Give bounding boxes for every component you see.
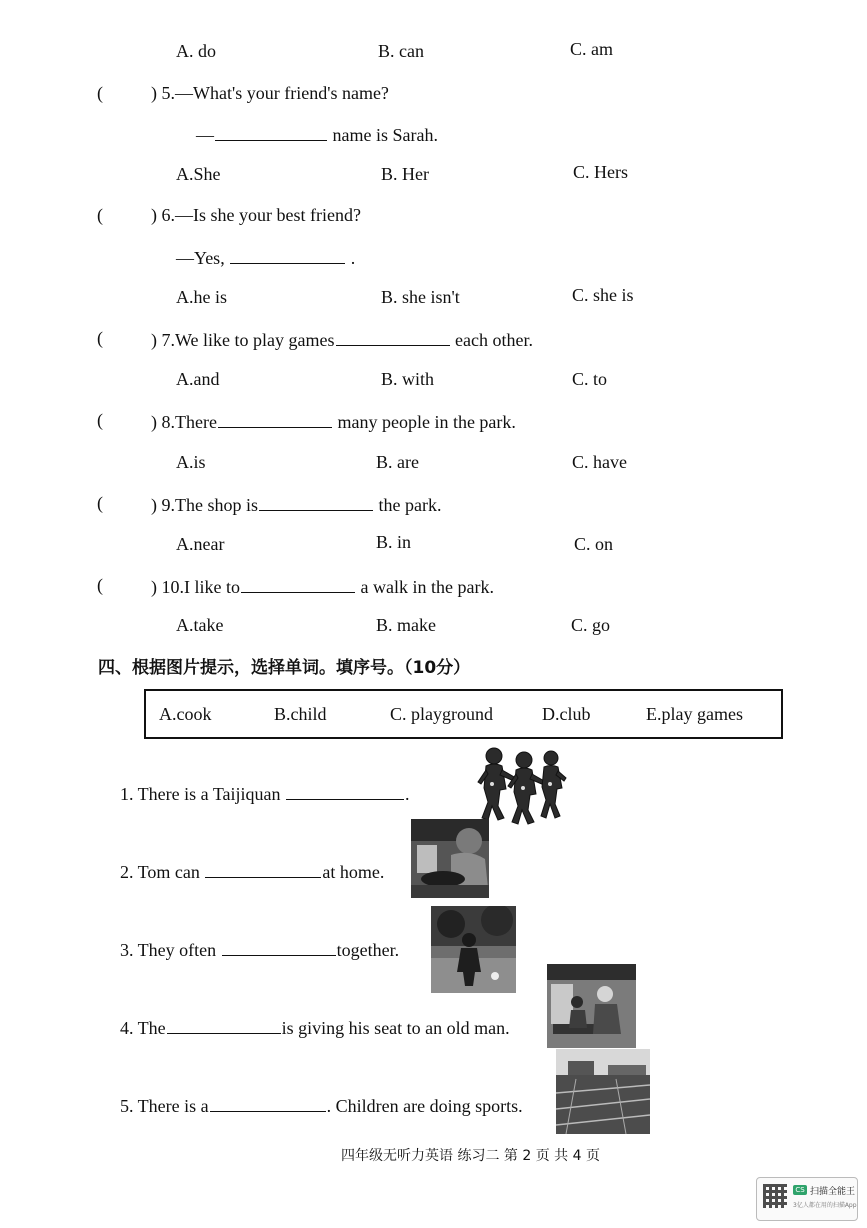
scanner-badge [756,1177,858,1221]
question-number: 8. [161,412,175,432]
option-a: A.She [176,164,221,184]
fill-item-5: 5. There is a . Children are doing sports. [120,1096,523,1116]
answer-paren-close: ) [151,577,157,597]
option-c: C. on [574,534,614,554]
option-a: A.take [176,615,224,635]
question-5 [151,84,389,102]
answer-paren-close: ) [151,412,157,432]
option-a: A. do [176,41,216,61]
question-number: 9. [161,495,175,515]
answer-blank[interactable] [205,861,321,878]
answer-paren-close: ) [151,495,157,515]
app-logo: CS [793,1185,807,1195]
option-b: B. can [378,41,424,61]
option-c: C. to [572,369,608,389]
question-prompt: —Is she your best friend? [175,205,361,225]
question-9: ) 9.The shop is the park. [151,495,442,515]
option-b: B. Her [381,164,429,184]
question-prompt: I like to [184,577,240,597]
fill-item-4: 4. The is giving his seat to an old man. [120,1018,510,1038]
option-a: A.he is [176,287,227,307]
answer-paren-open: ( [97,493,103,513]
option-a: A.near [176,534,225,554]
taijiquan-figures-icon [476,744,568,826]
qr-code-icon [763,1184,787,1208]
question-8: ) 8.There many people in the park. [151,412,516,432]
answer-blank[interactable] [215,124,327,141]
answer-paren-close: ) [151,83,157,103]
option-b: B. with [381,369,435,389]
answer-paren-open: ( [97,410,103,430]
word-option-c: C. playground [390,704,493,724]
answer-paren-close: ) [151,330,157,350]
app-tagline: 3亿人都在用的扫描App [793,1202,857,1209]
answer-blank[interactable] [259,494,373,511]
question-prompt: We like to play games [175,330,335,350]
word-option-a: A.cook [159,704,212,724]
answer-blank[interactable] [210,1095,326,1112]
question-number: 5. [161,83,175,103]
question-6 [151,206,361,224]
question-5-reply: — name is Sarah. [196,125,438,145]
option-c: C. have [572,452,627,472]
answer-blank[interactable] [230,247,345,264]
option-c: C. go [571,615,611,635]
answer-blank[interactable] [222,939,336,956]
playing-games-photo [431,906,516,993]
answer-paren-open: ( [97,575,103,595]
question-7: ) 7.We like to play games each other. [151,330,533,350]
answer-paren-close: ) [151,205,157,225]
answer-blank[interactable] [286,783,404,800]
fill-item-2: 2. Tom can at home. [120,862,385,882]
playground-photo [556,1049,650,1134]
answer-paren-open: ( [97,205,103,225]
question-prompt: The shop is [175,495,258,515]
word-option-b: B.child [274,704,327,724]
page-footer: 四年级无听力英语 练习二 第 2 页 共 4 页 [341,1148,600,1164]
option-a: A.is [176,452,206,472]
question-6-reply: —Yes, . [176,248,356,268]
fill-item-3: 3. They often together. [120,940,400,960]
word-option-e: E.play games [646,704,743,724]
option-b: B. she isn't [381,287,460,307]
section-heading: 四、根据图片提示，选择单词。填序号。（10分） [98,658,471,678]
answer-paren-open: ( [97,83,103,103]
bus-seat-photo [547,964,636,1048]
question-prompt: There [175,412,217,432]
answer-blank[interactable] [218,411,332,428]
answer-blank[interactable] [336,329,450,346]
question-number: 6. [161,205,175,225]
option-c: C. Hers [573,162,628,182]
cooking-photo [411,819,489,898]
question-number: 7. [161,330,175,350]
option-c: C. am [570,39,613,59]
question-number: 10. [161,577,184,597]
question-10: ) 10.I like to a walk in the park. [151,577,494,597]
option-b: B. make [376,615,436,635]
option-b: B. are [376,452,419,472]
question-prompt: —What's your friend's name? [175,83,389,103]
answer-blank[interactable] [167,1017,281,1034]
fill-item-1: 1. There is a Taijiquan . [120,784,410,804]
option-a: A.and [176,369,220,389]
app-name: 扫描全能王 [810,1187,856,1197]
answer-paren-open: ( [97,328,103,348]
word-bank [144,689,783,739]
option-b: B. in [376,532,412,552]
word-option-d: D.club [542,704,591,724]
option-c: C. she is [572,285,634,305]
answer-blank[interactable] [241,576,355,593]
